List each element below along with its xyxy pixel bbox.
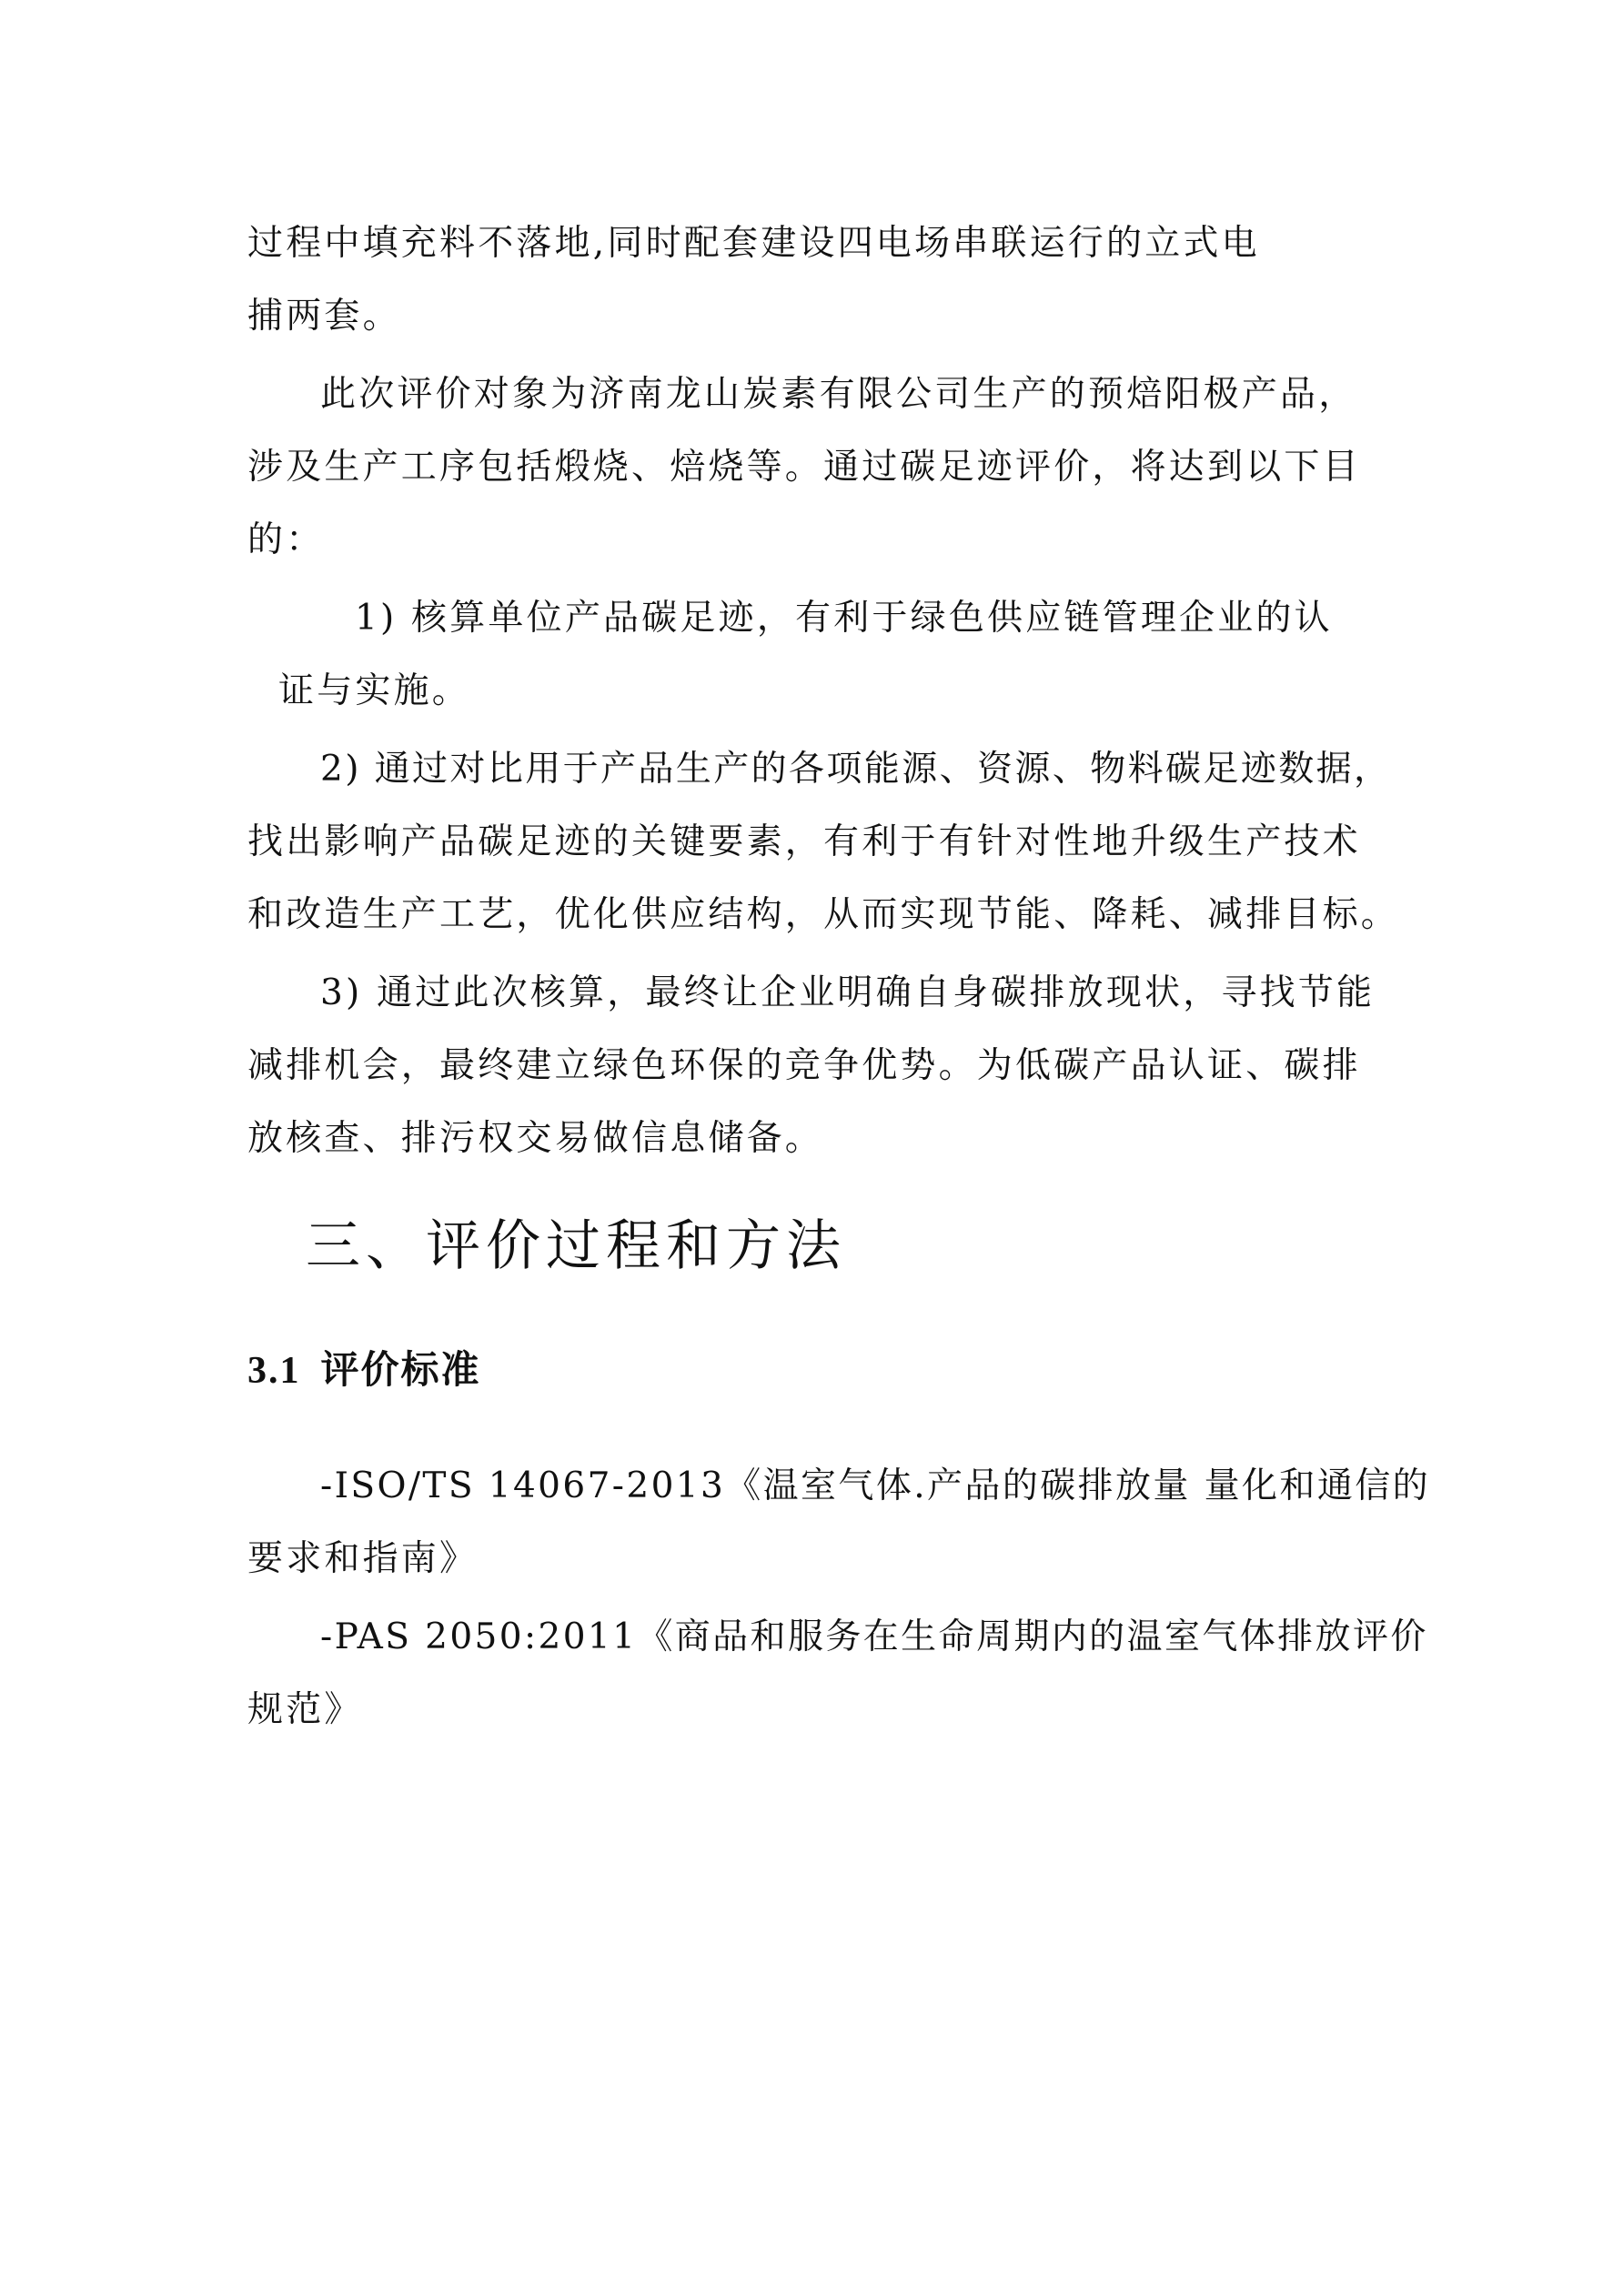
list-item-2-line: 找出影响产品碳足迹的关键要素，有利于有针对性地升级生产技术 [247,821,1361,862]
list-item-1-line: 1) 核算单位产品碳足迹，有利于绿色供应链管理企业的认 [355,598,1333,639]
paragraph-line: 捕两套。 [247,296,401,337]
list-item-1-line: 证与实施。 [278,670,471,711]
paragraph-line: 此次评价对象为济南龙山炭素有限公司生产的预焙阳极产品， [320,374,1357,415]
subsection-title: 评价标准 [320,1347,481,1392]
standard-item-line: 要求和指南》 [247,1538,479,1579]
paragraph-line: 过程中填充料不落地,同时配套建设四电场串联运行的立式电 [247,223,1260,264]
list-item-2-line: 2) 通过对比用于产品生产的各项能源、资源、物料碳足迹数据， [320,749,1392,790]
paragraph-line: 的： [247,519,325,560]
list-item-3-line: 放核查、排污权交易做信息储备。 [247,1118,824,1159]
list-item-3-line: 3) 通过此次核算，最终让企业明确自身碳排放现状，寻找节能 [320,972,1376,1013]
subsection-heading [247,1343,481,1398]
section-heading: 三、评价过程和方法 [306,1214,846,1278]
subsection-number: 3.1 [247,1350,301,1392]
standard-item-line: -ISO/TS 14067-2013《温室气体.产品的碳排放量 量化和通信的 [320,1465,1431,1506]
standard-item-line: -PAS 2050:2011《商品和服务在生命周期内的温室气体排放评价 [320,1616,1428,1657]
paragraph-line: 涉及生产工序包括煅烧、焙烧等。通过碳足迹评价，将达到以下目 [247,447,1361,488]
list-item-2-line: 和改造生产工艺，优化供应结构，从而实现节能、降耗、减排目标。 [247,894,1400,935]
standard-item-line: 规范》 [247,1689,363,1730]
list-item-3-line: 减排机会，最终建立绿色环保的竞争优势。为低碳产品认证、碳排 [247,1045,1361,1086]
